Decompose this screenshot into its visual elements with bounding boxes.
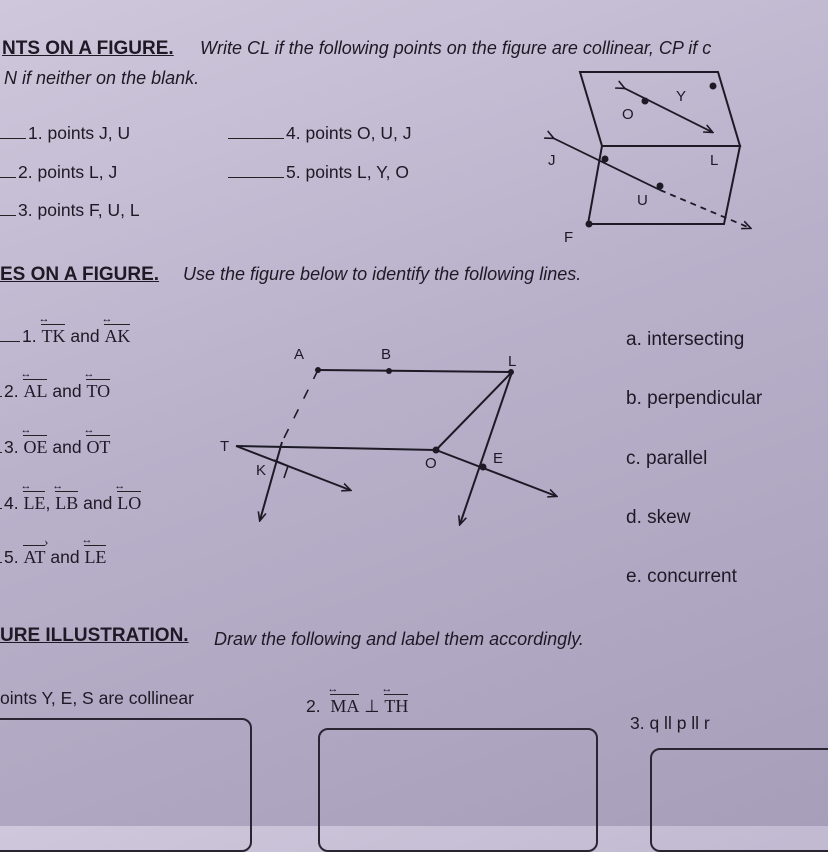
drawing-box-3[interactable] <box>650 748 828 852</box>
s3-item-1: oints Y, E, S are collinear <box>0 688 194 708</box>
s2-item-2: 2. AL ↔ and TO ↔ <box>0 377 110 402</box>
option-c: c. parallel <box>626 448 708 469</box>
fig2-label-o: O <box>425 455 437 472</box>
fig2-label-t: T <box>220 438 230 455</box>
s1-item-4: 4. points O, U, J <box>228 123 412 144</box>
fig1-label-y: Y <box>676 88 687 105</box>
option-e: e. concurrent <box>626 566 737 587</box>
s2-item-1: 1. TK ↔ and AK ↔ <box>0 322 130 347</box>
fig2-label-a: A <box>294 346 305 363</box>
s3-item-3: 3. q ll p ll r <box>630 713 710 733</box>
fig1-label-o: O <box>622 106 634 123</box>
s2-item-3: 3. OE ↔ and OT ↔ <box>0 433 110 458</box>
s1-item-3: 3. points F, U, L <box>0 200 140 221</box>
fig1-label-l: L <box>710 152 719 169</box>
s2-item-5: 5. AT › and LE ↔ <box>0 543 106 568</box>
s1-item-1: 1. points J, U <box>0 123 130 144</box>
fig2-label-e: E <box>493 450 504 467</box>
section2-instruction: Use the figure below to identify the following lines. <box>183 264 582 284</box>
drawing-box-2[interactable] <box>318 728 598 852</box>
option-d: d. skew <box>626 507 691 528</box>
fig1-label-j: J <box>548 152 556 169</box>
option-a: a. intersecting <box>626 329 745 350</box>
s1-item-5: 5. points L, Y, O <box>228 162 409 183</box>
option-b: b. perpendicular <box>626 388 763 409</box>
s2-item-4: 4. LE ↔, LB ↔ and LO ↔ <box>0 489 141 514</box>
fig2-label-b: B <box>381 346 392 363</box>
fig2-label-k: K <box>256 462 267 479</box>
section3-instruction: Draw the following and label them accordingly. <box>214 629 584 649</box>
fig1-label-u: U <box>637 192 648 209</box>
s1-item-2: 2. points L, J <box>0 162 117 183</box>
drawing-box-1[interactable] <box>0 718 252 852</box>
section3-heading: URE ILLUSTRATION. <box>0 625 189 646</box>
section1-instruction-1: Write CL if the following points on the figure are collinear, CP if c <box>200 38 712 58</box>
fig1-label-f: F <box>564 229 574 246</box>
section1-heading: NTS ON A FIGURE. <box>2 38 174 59</box>
s3-item-2: 2. MA ↔ ⊥ TH ↔ <box>306 692 408 717</box>
section2-heading: ES ON A FIGURE. <box>0 264 160 285</box>
section1-instruction-2: N if neither on the blank. <box>4 68 200 88</box>
fig2-label-l: L <box>508 353 517 370</box>
